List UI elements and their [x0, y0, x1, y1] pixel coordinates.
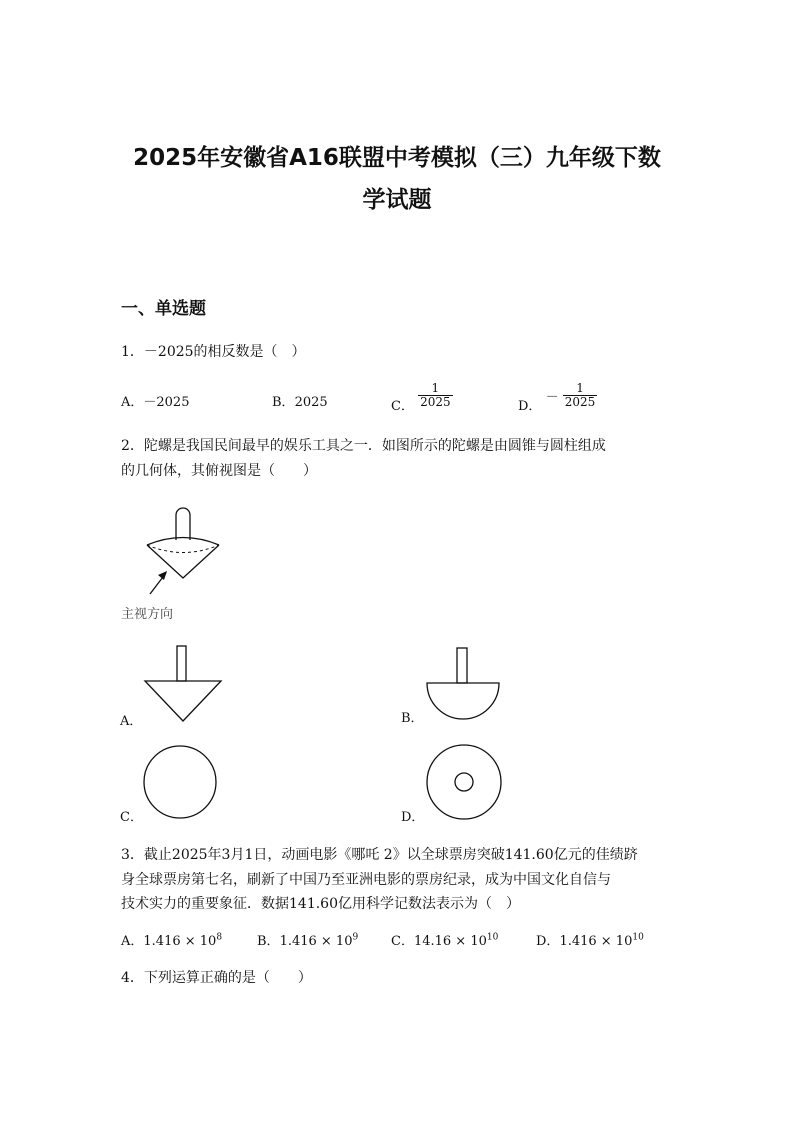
- option-c-label: C．: [391, 934, 414, 949]
- option-d-label: D．: [536, 934, 560, 949]
- question-3-option-d: [536, 930, 644, 949]
- question-1-stem: 1．－2025的相反数是（ ）: [121, 344, 306, 360]
- question-4-stem: 4．下列运算正确的是（ ）: [121, 970, 312, 986]
- question-3-stem-line2: 身全球票房第七名，刷新了中国乃至亚洲电影的票房纪录，成为中国文化自信与: [121, 872, 611, 888]
- option-a-label: A．: [121, 934, 144, 949]
- option-a-value: －2025: [143, 395, 190, 410]
- option-c-exponent: 10: [486, 932, 499, 943]
- option-b-label: B．: [272, 395, 295, 410]
- question-2-option-a-label: A．: [120, 714, 143, 729]
- option-d-mantissa: 1.416 × 10: [559, 934, 633, 949]
- option-d-label: D．: [518, 399, 542, 414]
- option-d-exponent: 10: [632, 932, 644, 943]
- question-2-option-d-label: D．: [401, 810, 425, 825]
- section-heading-single-choice: 一、单选题: [121, 299, 206, 319]
- option-c-label: C．: [391, 399, 414, 414]
- option-b-label: B．: [257, 934, 280, 949]
- page-title-line2: 学试题: [362, 187, 432, 213]
- question-3-option-b: [257, 930, 358, 949]
- option-b-mantissa: 1.416 × 10: [279, 934, 353, 949]
- question-2-option-c-label: C．: [120, 810, 143, 825]
- question-2-option-b-label: B．: [401, 711, 424, 726]
- question-3-stem-line3: 技术实力的重要象征．数据141.60亿用科学记数法表示为（ ）: [121, 896, 520, 912]
- page-title-line1: 2025年安徽省A16联盟中考模拟（三）九年级下数: [133, 145, 661, 171]
- option-b-exponent: 9: [352, 932, 359, 943]
- option-d-sign: －: [545, 390, 559, 405]
- question-2-stem-line1: 2．陀螺是我国民间最早的娱乐工具之一．如图所示的陀螺是由圆锥与圆柱组成: [121, 438, 606, 454]
- option-c-mantissa: 14.16 × 10: [413, 934, 487, 949]
- figure-caption-front-view: 主视方向: [121, 607, 174, 622]
- fraction-numerator: 1: [563, 382, 598, 396]
- option-a-mantissa: 1.416 × 10: [143, 934, 217, 949]
- option-b-value: 2025: [294, 395, 328, 410]
- option-a-label: A．: [121, 395, 144, 410]
- fraction-numerator: 1: [418, 382, 453, 396]
- question-3-stem-line1: 3．截止2025年3月1日，动画电影《哪吒 2》以全球票房突破141.60亿元的佳绩跻: [121, 847, 638, 863]
- fraction-denominator: 2025: [420, 395, 451, 409]
- question-3-option-c: [391, 930, 498, 949]
- fraction-denominator: 2025: [564, 395, 596, 409]
- question-2-stem-line2: 的几何体，其俯视图是（ ）: [121, 463, 317, 479]
- question-3-option-a: [121, 930, 222, 949]
- option-a-exponent: 8: [216, 932, 223, 943]
